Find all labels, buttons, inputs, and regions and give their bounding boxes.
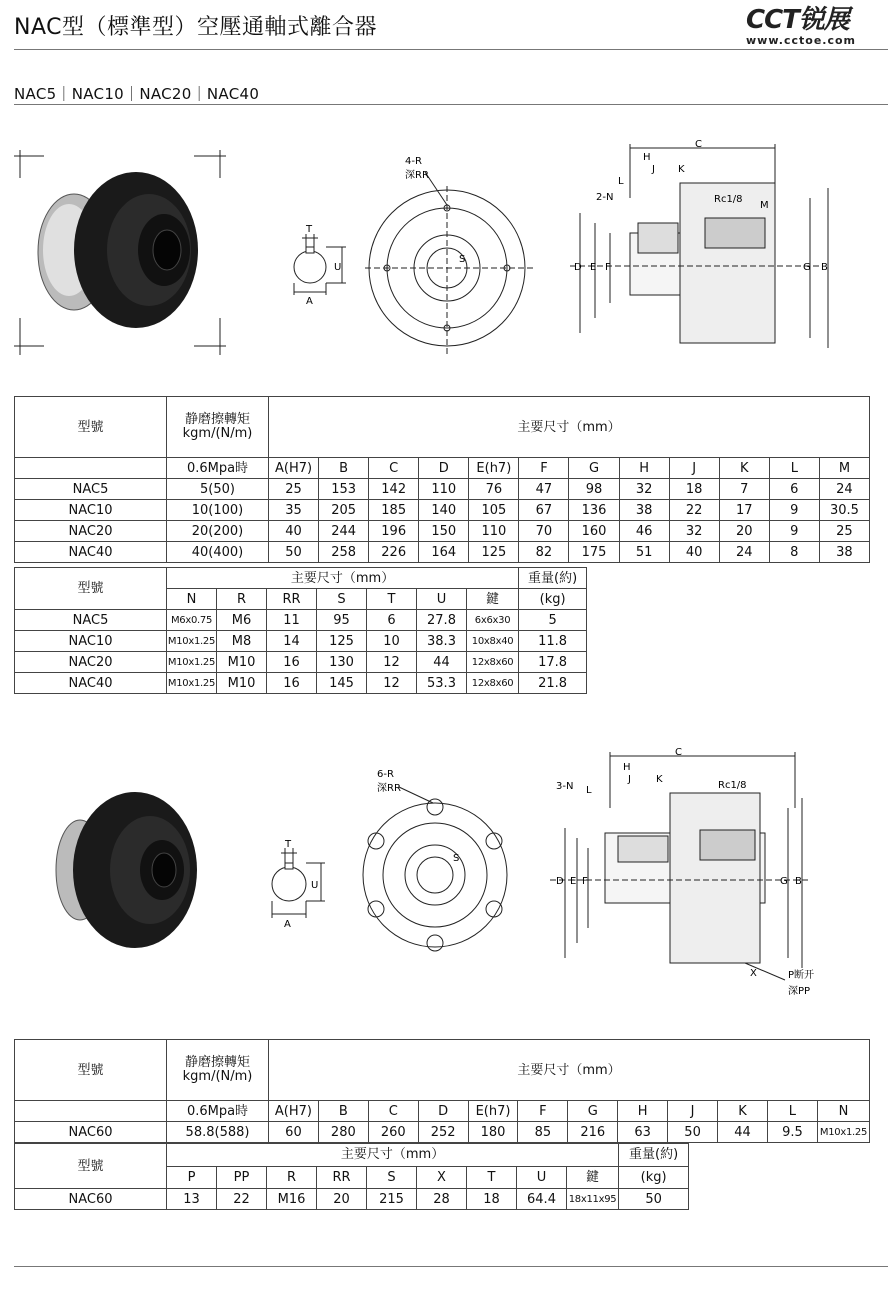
table-header-row [15, 1101, 870, 1122]
label-rr: 深RR [377, 783, 401, 794]
label-b: B [821, 262, 828, 273]
table-cell: 180 [468, 1122, 518, 1143]
table-cell: 145 [317, 673, 367, 694]
table-cell: 10 [367, 631, 417, 652]
table-cell: RR [267, 589, 317, 610]
table-cell [269, 1040, 870, 1101]
col-header: D [419, 458, 469, 479]
section-view-diagram-1 [570, 138, 838, 360]
table-cell: M6 [217, 610, 267, 631]
table-cell: 18 [669, 479, 719, 500]
table-cell: A(H7) [269, 1101, 319, 1122]
table-cell: 18 [467, 1189, 517, 1210]
table-cell: R [267, 1166, 317, 1189]
clutch-photo-1 [14, 150, 234, 355]
table-cell: 82 [519, 542, 569, 563]
table-row [15, 673, 587, 694]
col-header: K [719, 458, 769, 479]
table-cell: 252 [418, 1122, 468, 1143]
table-cell: 280 [318, 1122, 368, 1143]
table-cell: M16 [267, 1189, 317, 1210]
table-cell: 21.8 [519, 673, 587, 694]
table-cell: 鍵 [567, 1166, 619, 1189]
table-cell: 6x6x30 [467, 610, 519, 631]
table-cell: G [568, 1101, 618, 1122]
label-s: S [453, 853, 460, 864]
table-cell: U [517, 1166, 567, 1189]
table-cell: 150 [419, 521, 469, 542]
table-cell: T [467, 1166, 517, 1189]
table-cell: 258 [319, 542, 369, 563]
label-b: B [795, 876, 802, 887]
label-c: C [695, 139, 702, 150]
table-cell: 22 [217, 1189, 267, 1210]
label-h: H [643, 152, 651, 163]
torque-condition: 0.6Mpa時 [167, 1101, 269, 1122]
table-cell: 20(200) [167, 521, 269, 542]
table-row [15, 521, 870, 542]
table-cell: 50 [619, 1189, 689, 1210]
logo-text: CCT锐展 [746, 5, 849, 35]
dims-header: 主要尺寸（mm） [517, 419, 621, 435]
label-j: J [628, 774, 631, 785]
table-header-row [15, 1144, 689, 1167]
table-cell: 226 [369, 542, 419, 563]
label-rc18: Rc1/8 [714, 194, 743, 205]
label-j: J [652, 164, 655, 175]
spec-table-3 [14, 1039, 870, 1143]
col-header: A(H7) [269, 458, 319, 479]
table-cell: 125 [469, 542, 519, 563]
table-cell: 244 [319, 521, 369, 542]
brand-logo [746, 6, 874, 46]
label-f: F [605, 262, 611, 273]
label-2n: 2-N [596, 192, 614, 203]
table-cell: 175 [569, 542, 619, 563]
table-cell: 12 [367, 673, 417, 694]
header-rule [14, 49, 888, 50]
table-cell: 17 [719, 500, 769, 521]
table-header-row [15, 458, 870, 479]
table-cell: 196 [369, 521, 419, 542]
weight-unit: (kg) [519, 589, 587, 610]
table-cell: PP [217, 1166, 267, 1189]
label-d: D [574, 262, 582, 273]
table-cell: 38.3 [417, 631, 467, 652]
table-cell: 12x8x60 [467, 652, 519, 673]
table-cell: 40 [669, 542, 719, 563]
section-view-diagram-2 [550, 748, 840, 1008]
torque-condition: 0.6Mpa時 [167, 458, 269, 479]
table-cell: J [668, 1101, 718, 1122]
table-cell: 63 [618, 1122, 668, 1143]
table-cell: 110 [419, 479, 469, 500]
table-cell: M10x1.25 [167, 631, 217, 652]
col-header: J [669, 458, 719, 479]
table-cell: NAC5 [15, 610, 167, 631]
table-cell: N [167, 589, 217, 610]
torque-unit: kgm/(N/m) [182, 426, 253, 441]
table-cell: M10 [217, 673, 267, 694]
label-k: K [678, 164, 685, 175]
dims-header: 主要尺寸（mm） [167, 568, 519, 589]
table-cell: U [417, 589, 467, 610]
table-cell [15, 1101, 167, 1122]
label-a: A [284, 919, 291, 930]
table-cell: 24 [819, 479, 869, 500]
table-cell: M10x1.25 [817, 1122, 869, 1143]
table-cell: 35 [269, 500, 319, 521]
label-m: M [760, 200, 769, 211]
weight-header: 重量(約) [619, 1144, 689, 1167]
torque-header: 静磨擦轉矩 [184, 1055, 250, 1070]
col-header: C [369, 458, 419, 479]
label-k: K [656, 774, 663, 785]
spec-table-2 [14, 567, 587, 694]
table-cell: 9 [769, 521, 819, 542]
table-cell: 16 [267, 652, 317, 673]
table-cell: 9.5 [767, 1122, 817, 1143]
table-cell [269, 397, 870, 458]
spec-table-4 [14, 1143, 689, 1210]
table-cell: 64.4 [517, 1189, 567, 1210]
table-cell: R [217, 589, 267, 610]
table-cell: 50 [269, 542, 319, 563]
table-cell: NAC60 [15, 1189, 167, 1210]
table-cell: 8 [769, 542, 819, 563]
col-header: H [619, 458, 669, 479]
table-cell: S [317, 589, 367, 610]
table-cell: 20 [719, 521, 769, 542]
table-cell: D [418, 1101, 468, 1122]
table-row [15, 631, 587, 652]
clutch-photo-2 [40, 790, 220, 960]
weight-header: 重量(約) [519, 568, 587, 589]
table-cell: 58.8(588) [167, 1122, 269, 1143]
model-header: 型號 [15, 397, 167, 458]
model-header: 型號 [15, 1144, 167, 1189]
table-cell: 27.8 [417, 610, 467, 631]
col-header: E(h7) [469, 458, 519, 479]
table-row [15, 542, 870, 563]
table-cell: NAC10 [15, 631, 167, 652]
label-a: A [306, 296, 313, 307]
col-header: M [819, 458, 869, 479]
table-cell: 30.5 [819, 500, 869, 521]
table-cell: RR [317, 1166, 367, 1189]
table-cell: 53.3 [417, 673, 467, 694]
table-cell: 70 [519, 521, 569, 542]
table-row [15, 479, 870, 500]
table-cell: 164 [419, 542, 469, 563]
table-cell: 12 [367, 652, 417, 673]
front-view-diagram-2 [345, 765, 525, 965]
table-cell: 51 [619, 542, 669, 563]
table-cell: 47 [519, 479, 569, 500]
table-cell: 40 [269, 521, 319, 542]
table-cell: 140 [419, 500, 469, 521]
table-cell: NAC40 [15, 673, 167, 694]
table-cell: 95 [317, 610, 367, 631]
table-cell: 22 [669, 500, 719, 521]
label-rc18: Rc1/8 [718, 780, 747, 791]
label-l: L [586, 785, 592, 796]
table-cell: 14 [267, 631, 317, 652]
table-cell: 20 [317, 1189, 367, 1210]
table-cell [15, 458, 167, 479]
table-cell: 105 [469, 500, 519, 521]
models-rule [14, 104, 888, 105]
label-s: S [459, 254, 466, 265]
label-e: E [590, 262, 597, 273]
table-cell: E(h7) [468, 1101, 518, 1122]
table-cell: M10x1.25 [167, 673, 217, 694]
table-cell: 38 [619, 500, 669, 521]
table-cell: 6 [769, 479, 819, 500]
col-header: F [519, 458, 569, 479]
table-cell: 50 [668, 1122, 718, 1143]
table-cell: 76 [469, 479, 519, 500]
label-f: F [582, 876, 588, 887]
table-cell: S [367, 1166, 417, 1189]
model-series-line: NAC5｜NAC10｜NAC20｜NAC40 [14, 85, 260, 103]
table-cell: 136 [569, 500, 619, 521]
footer-rule [14, 1266, 888, 1267]
model-header: 型號 [15, 568, 167, 610]
model-header: 型號 [15, 1040, 167, 1101]
table-cell: T [367, 589, 417, 610]
table-cell: 85 [518, 1122, 568, 1143]
table-cell: X [417, 1166, 467, 1189]
table-cell: 260 [368, 1122, 418, 1143]
table-cell: 215 [367, 1189, 417, 1210]
table-cell: 40(400) [167, 542, 269, 563]
table-cell: 110 [469, 521, 519, 542]
label-pp: 深PP [788, 986, 811, 997]
label-d: D [556, 876, 564, 887]
table-row [15, 1189, 689, 1210]
table-cell: 24 [719, 542, 769, 563]
table-row [15, 652, 587, 673]
table-cell: 205 [319, 500, 369, 521]
table-cell: M6x0.75 [167, 610, 217, 631]
table-cell: H [618, 1101, 668, 1122]
table-cell: L [767, 1101, 817, 1122]
table-cell: 160 [569, 521, 619, 542]
label-3n: 3-N [556, 781, 574, 792]
table-cell: 6 [367, 610, 417, 631]
table-header-row [15, 397, 870, 458]
table-cell: M8 [217, 631, 267, 652]
shaft-keyway-diagram-2 [265, 840, 335, 930]
table-cell: N [817, 1101, 869, 1122]
table-cell: 9 [769, 500, 819, 521]
table-cell: 185 [369, 500, 419, 521]
spec-table-1 [14, 396, 870, 563]
table-cell: 7 [719, 479, 769, 500]
table-cell: 25 [819, 521, 869, 542]
table-cell: C [368, 1101, 418, 1122]
label-c: C [675, 748, 682, 758]
table-cell: 17.8 [519, 652, 587, 673]
table-cell: 16 [267, 673, 317, 694]
table-cell: 11 [267, 610, 317, 631]
table-cell: 142 [369, 479, 419, 500]
table-cell: 28 [417, 1189, 467, 1210]
torque-header: 静磨擦轉矩 [184, 412, 250, 427]
label-u: U [311, 880, 319, 891]
weight-unit: (kg) [619, 1166, 689, 1189]
label-x: X [750, 968, 757, 979]
dims-header: 主要尺寸（mm） [167, 1144, 619, 1167]
table-cell: 130 [317, 652, 367, 673]
table-cell: 11.8 [519, 631, 587, 652]
shaft-keyway-diagram-1 [290, 220, 360, 310]
table-cell: F [518, 1101, 568, 1122]
table-cell: 18x11x95 [567, 1189, 619, 1210]
table-cell: NAC10 [15, 500, 167, 521]
label-t: T [306, 224, 313, 235]
table-cell: 44 [718, 1122, 768, 1143]
table-cell: 46 [619, 521, 669, 542]
table-cell [167, 397, 269, 458]
torque-unit: kgm/(N/m) [182, 1069, 253, 1084]
table-row [15, 1122, 870, 1143]
table-cell: 13 [167, 1189, 217, 1210]
table-cell: M10x1.25 [167, 652, 217, 673]
table-cell: 44 [417, 652, 467, 673]
table-cell: 5(50) [167, 479, 269, 500]
table-cell: NAC40 [15, 542, 167, 563]
label-g: G [803, 262, 811, 273]
table-cell: 60 [269, 1122, 319, 1143]
table-row [15, 610, 587, 631]
table-cell: 鍵 [467, 589, 519, 610]
table-cell: 5 [519, 610, 587, 631]
table-cell: 153 [319, 479, 369, 500]
label-6r: 6-R [377, 769, 394, 780]
dims-header: 主要尺寸（mm） [517, 1062, 621, 1078]
page-title: NAC型（標準型）空壓通軸式離合器 [14, 15, 377, 40]
col-header: B [319, 458, 369, 479]
col-header: G [569, 458, 619, 479]
label-t: T [285, 840, 292, 850]
table-cell: 32 [669, 521, 719, 542]
label-e: E [570, 876, 577, 887]
logo-url: www.cctoe.com [746, 34, 856, 47]
col-header: L [769, 458, 819, 479]
table-cell [167, 1040, 269, 1101]
table-header-row [15, 1040, 870, 1101]
table-cell: 12x8x60 [467, 673, 519, 694]
table-cell: 10(100) [167, 500, 269, 521]
label-u: U [334, 262, 342, 273]
table-cell: NAC20 [15, 521, 167, 542]
table-cell: 125 [317, 631, 367, 652]
table-cell: NAC60 [15, 1122, 167, 1143]
table-cell: 38 [819, 542, 869, 563]
table-cell: 10x8x40 [467, 631, 519, 652]
table-cell: NAC5 [15, 479, 167, 500]
table-cell: K [718, 1101, 768, 1122]
table-cell: B [318, 1101, 368, 1122]
table-cell: 32 [619, 479, 669, 500]
label-g: G [780, 876, 788, 887]
label-h: H [623, 762, 631, 773]
table-cell: 98 [569, 479, 619, 500]
table-cell: NAC20 [15, 652, 167, 673]
table-cell: 67 [519, 500, 569, 521]
table-cell: 25 [269, 479, 319, 500]
table-row [15, 500, 870, 521]
table-cell: P [167, 1166, 217, 1189]
label-rr: 深RR [405, 170, 429, 181]
front-view-diagram-1 [365, 150, 540, 360]
label-4r: 4-R [405, 156, 422, 167]
label-l: L [618, 176, 624, 187]
table-cell: M10 [217, 652, 267, 673]
table-cell: 216 [568, 1122, 618, 1143]
label-p: P断开 [788, 970, 815, 981]
table-header-row [15, 568, 587, 589]
